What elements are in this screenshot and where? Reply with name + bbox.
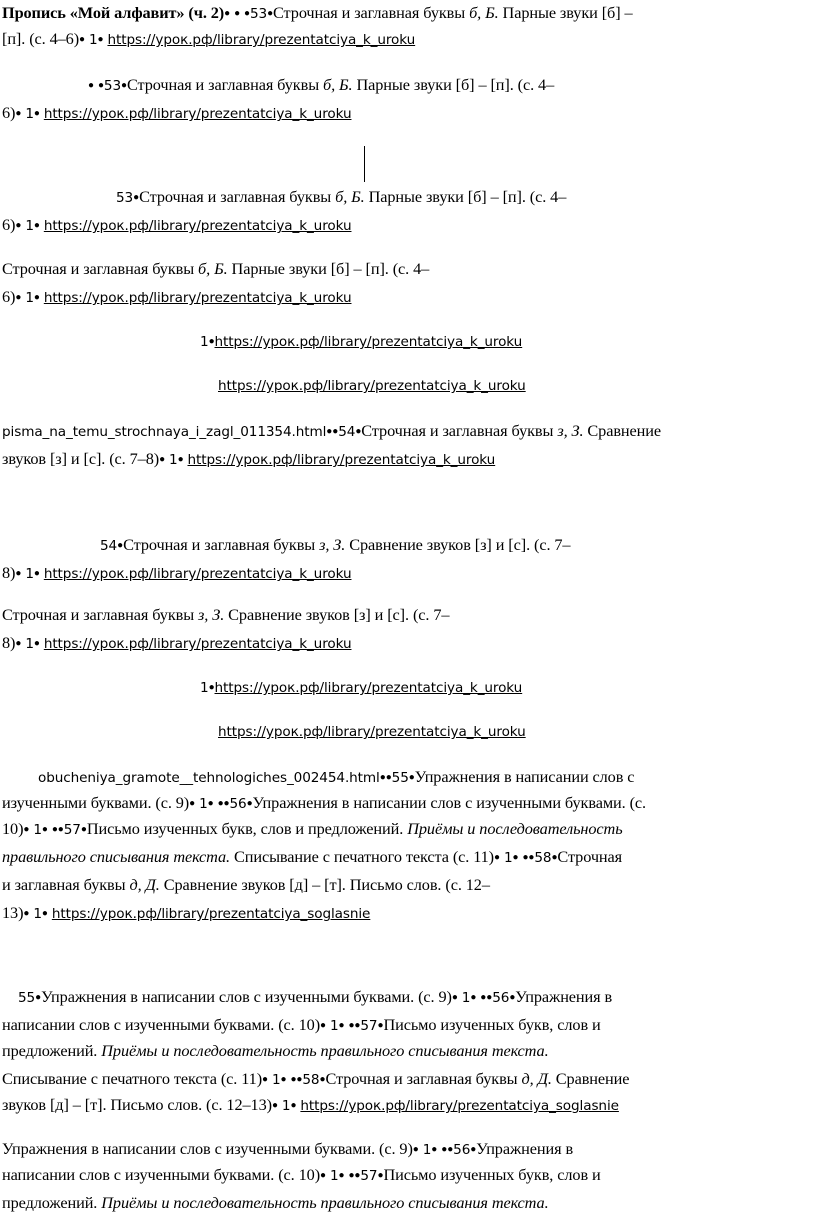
line-24: 13)● 1● https://урок.рф/library/prezentatciya_soglasnie xyxy=(2,902,378,927)
url-link[interactable]: https://урок.рф/library/prezentatciya_k_uroku xyxy=(214,680,523,696)
url-link[interactable]: https://урок.рф/library/prezentatciya_k_uroku xyxy=(43,106,352,122)
line-22: правильного списывания текста. Списывание с печатного текста (с. 11)● 1● ●●58●Строчная xyxy=(2,847,623,866)
line-12: звуков [з] и [с]. (с. 7–8)● 1● https://урок.рф/library/prezentatciya_k_uroku xyxy=(2,448,503,473)
url-link[interactable]: https://урок.рф/library/prezentatciya_soglasnie xyxy=(300,1098,619,1114)
url-link[interactable]: https://урок.рф/library/prezentatciya_k_uroku xyxy=(214,334,523,350)
url-link[interactable]: https://урок.рф/library/prezentatciya_k_uroku xyxy=(43,636,352,652)
doc-title: Пропись «Мой алфавит» (ч. 2) xyxy=(2,3,225,22)
line-7: Строчная и заглавная буквы б, Б. Парные звуки [б] – [п]. (с. 4– xyxy=(2,259,430,278)
line-13: 54●Строчная и заглавная буквы з, З. Сравнение звуков [з] и [с]. (с. 7– xyxy=(100,535,571,554)
line-21: 10)● 1● ●●57●Письмо изученных букв, слов и предложений. Приёмы и последовательность xyxy=(2,819,623,838)
url-link[interactable]: https://урок.рф/library/prezentatciya_k_uroku xyxy=(43,566,352,582)
line-27: предложений. Приёмы и последовательность правильного списывания текста. xyxy=(2,1041,549,1060)
line-30: Упражнения в написании слов с изученными буквами. (с. 9)● 1● ●●56●Упражнения в xyxy=(2,1139,574,1158)
line-23: и заглавная буквы д, Д. Сравнение звуков [д] – [т]. Письмо слов. (с. 12– xyxy=(2,875,490,894)
line-17: 1●https://урок.рф/library/prezentatciya_k_uroku xyxy=(200,676,530,701)
url-link[interactable]: https://урок.рф/library/prezentatciya_k_uroku xyxy=(218,378,526,394)
url-link[interactable]: https://урок.рф/library/prezentatciya_k_uroku xyxy=(218,724,526,740)
line-14: 8)● 1● https://урок.рф/library/prezentatciya_k_uroku xyxy=(2,562,359,587)
url-link[interactable]: https://урок.рф/library/prezentatciya_k_uroku xyxy=(107,32,416,48)
line-3: ● ●53●Строчная и заглавная буквы б, Б. Парные звуки [б] – [п]. (с. 4– xyxy=(88,75,555,94)
line-32: предложений. Приёмы и последовательность правильного списывания текста. xyxy=(2,1193,549,1212)
line-19: obucheniya_gramote__tehnologiches_002454.html●●55●Упражнения в написании слов с xyxy=(38,767,635,786)
file-name: pisma_na_temu_strochnaya_i_zagl_011354.html xyxy=(2,424,327,440)
line-28: Списывание с печатного текста (с. 11)● 1● ●●58●Строчная и заглавная буквы д, Д. Сравнение xyxy=(2,1069,630,1088)
url-link[interactable]: https://урок.рф/library/prezentatciya_k_uroku xyxy=(187,452,496,468)
line-9: 1●https://урок.рф/library/prezentatciya_k_uroku xyxy=(200,330,530,355)
text-cursor xyxy=(364,146,365,182)
line-5: 53●Строчная и заглавная буквы б, Б. Парные звуки [б] – [п]. (с. 4– xyxy=(116,187,567,206)
line-10 xyxy=(218,374,534,397)
line-1: Пропись «Мой алфавит» (ч. 2)● ● ●53●Строчная и заглавная буквы б, Б. Парные звуки [б] – xyxy=(2,3,633,22)
file-name: obucheniya_gramote__tehnologiches_002454.html xyxy=(38,770,380,786)
url-link[interactable]: https://урок.рф/library/prezentatciya_k_uroku xyxy=(43,218,352,234)
line-11: pisma_na_temu_strochnaya_i_zagl_011354.html●●54●Строчная и заглавная буквы з, З. Сравнение xyxy=(2,421,662,440)
line-8: 6)● 1● https://урок.рф/library/prezentatciya_k_uroku xyxy=(2,286,359,311)
line-16: 8)● 1● https://урок.рф/library/prezentatciya_k_uroku xyxy=(2,632,359,657)
line-25: 55●Упражнения в написании слов с изученными буквами. (с. 9)● 1● ●●56●Упражнения в xyxy=(18,987,613,1006)
line-26: написании слов с изученными буквами. (с. 10)● 1● ●●57●Письмо изученных букв, слов и xyxy=(2,1015,601,1034)
line-18 xyxy=(218,720,534,743)
line-20: изученными буквами. (с. 9)● 1● ●●56●Упражнения в написании слов с изученными буквами. (с. xyxy=(2,793,647,812)
line-6: 6)● 1● https://урок.рф/library/prezentatciya_k_uroku xyxy=(2,214,359,239)
line-2: [п]. (с. 4–6)● 1● https://урок.рф/library/prezentatciya_k_uroku xyxy=(2,28,423,53)
line-4: 6)● 1● https://урок.рф/library/prezentatciya_k_uroku xyxy=(2,102,359,127)
line-31: написании слов с изученными буквами. (с. 10)● 1● ●●57●Письмо изученных букв, слов и xyxy=(2,1165,601,1184)
line-29: звуков [д] – [т]. Письмо слов. (с. 12–13)● 1● https://урок.рф/library/prezentatciya_soglasnie xyxy=(2,1094,627,1119)
line-15: Строчная и заглавная буквы з, З. Сравнение звуков [з] и [с]. (с. 7– xyxy=(2,605,450,624)
url-link[interactable]: https://урок.рф/library/prezentatciya_soglasnie xyxy=(51,906,371,922)
url-link[interactable]: https://урок.рф/library/prezentatciya_k_uroku xyxy=(43,290,352,306)
